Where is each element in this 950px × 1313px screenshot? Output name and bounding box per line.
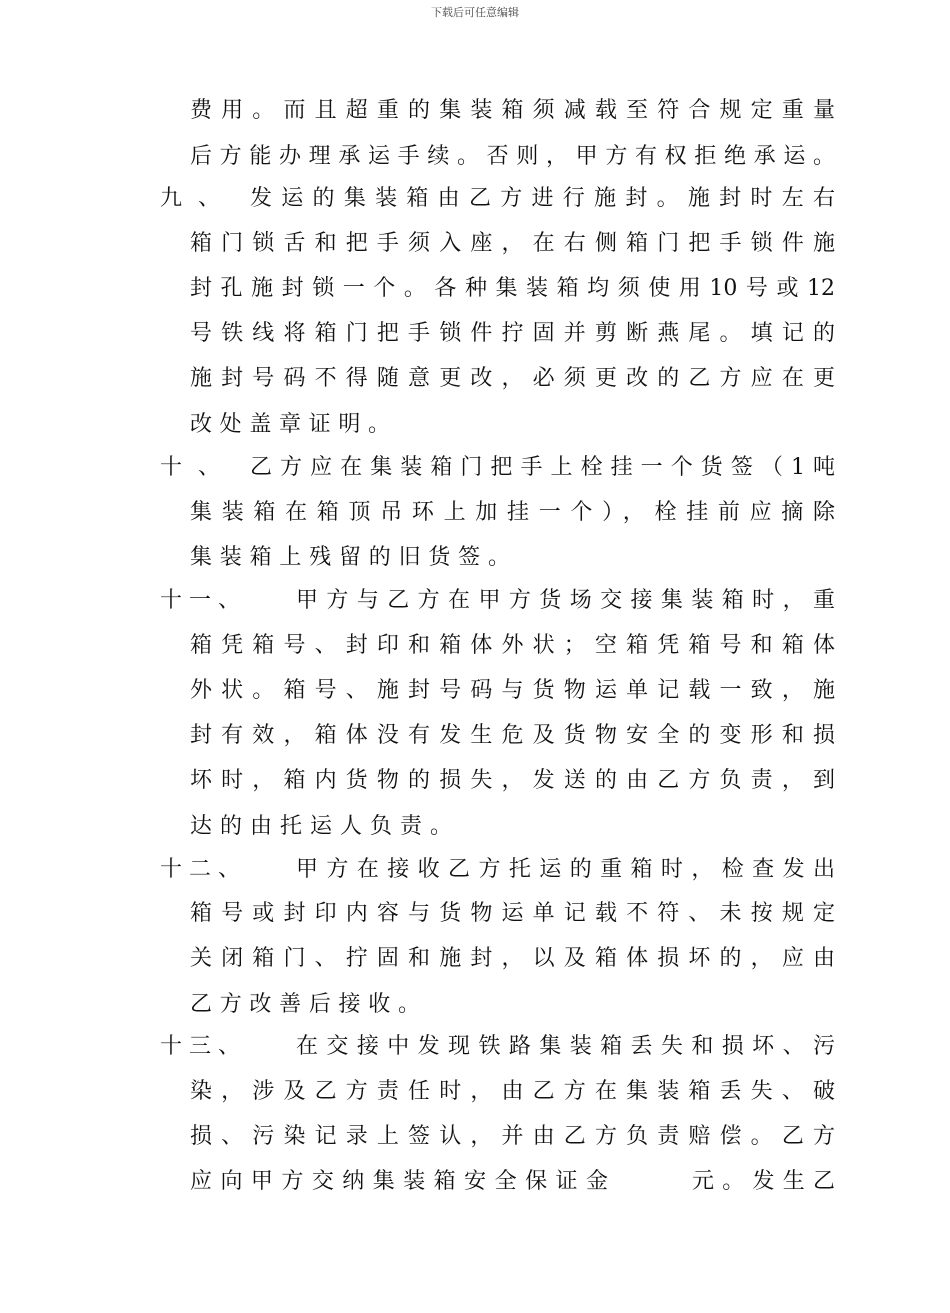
text-line: 损、污染记录上签认，并由乙方负责赔偿。乙方 [190,1124,835,1149]
text-line: 费用。而且超重的集装箱须减载至符合规定重量 [190,98,835,123]
text-line: 外状。箱号、施封号码与货物运单记载一致，施 [190,678,835,703]
text-line: 箱号或封印内容与货物运单记载不符、未按规定 [190,901,835,926]
text-line: 乙方改善后接收。 [190,992,420,1017]
text-line: 后方能办理承运手续。否则，甲方有权拒绝承运。 [190,144,835,169]
text-line: 乙方应在集装箱门把手上栓挂一个货签（1吨 [250,455,835,480]
text-line: 封有效，箱体没有发生危及货物安全的变形和损 [190,723,835,748]
clause-number: 十三、 [160,1034,240,1059]
text-line: 施封号码不得随意更改，必须更改的乙方应在更 [190,366,835,391]
clause-number: 十、 [160,455,220,480]
text-line: 集装箱在箱顶吊环上加挂一个），栓挂前应摘除 [190,500,835,525]
text-line: 号铁线将箱门把手锁件拧固并剪断燕尾。填记的 [190,321,835,346]
text-line: 染，涉及乙方责任时，由乙方在集装箱丢失、破 [190,1079,835,1104]
text-line: 达的由托运人负责。 [190,814,452,839]
text-line: 箱凭箱号、封印和箱体外状；空箱凭箱号和箱体 [190,633,835,658]
text-line: 甲方在接收乙方托运的重箱时，检查发出 [296,857,835,882]
clause-number: 十二、 [160,857,240,882]
text-line: 元。发生乙 [692,1169,835,1194]
clause-number: 十一、 [160,588,240,613]
text-line: 发运的集装箱由乙方进行施封。施封时左右 [250,186,835,211]
text-line: 在交接中发现铁路集装箱丢失和损坏、污 [296,1034,835,1059]
text-line: 封孔施封锁一个。各种集装箱均须使用10号或12 [190,276,835,301]
text-line: 关闭箱门、拧固和施封，以及箱体损坏的，应由 [190,946,835,971]
text-line: 改处盖章证明。 [190,412,390,437]
text-line: 坏时，箱内货物的损失，发送的由乙方负责，到 [190,768,835,793]
clause-number: 九、 [160,186,220,211]
text-line: 甲方与乙方在甲方货场交接集装箱时，重 [296,588,835,613]
text-line: 箱门锁舌和把手须入座，在右侧箱门把手锁件施 [190,231,835,256]
text-line: 应向甲方交纳集装箱安全保证金 [190,1169,608,1194]
text-line: 集装箱上残留的旧货签。 [190,545,510,570]
page-header: 下载后可任意编辑 [431,6,519,19]
